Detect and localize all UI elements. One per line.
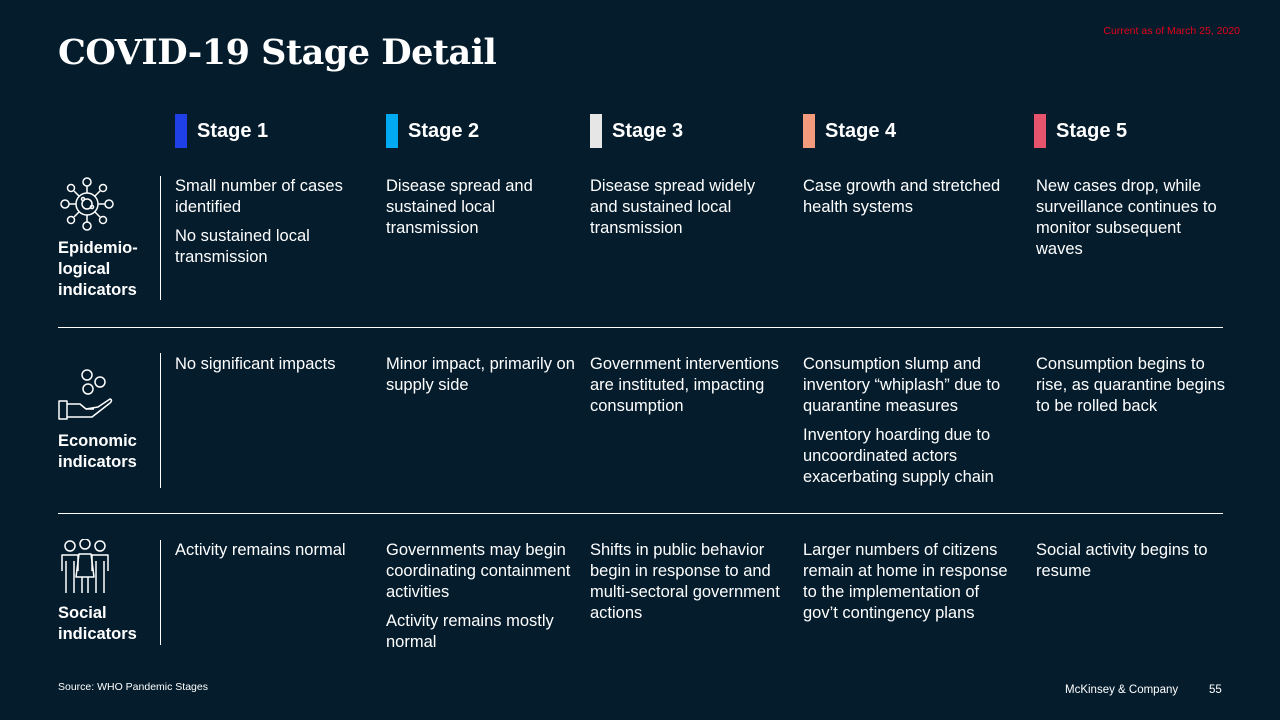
cell-social-stage1: Activity remains normal — [175, 541, 346, 559]
cell-social-stage5: Social activity begins to resume — [1036, 541, 1208, 580]
page-number: 55 — [1209, 684, 1222, 696]
row-divider-vertical — [160, 176, 161, 300]
footer-brand: McKinsey & Company — [1065, 684, 1179, 696]
stage-header-5 — [1034, 114, 1127, 148]
stage-header-3 — [590, 114, 683, 148]
cell-epi-stage2: Disease spread and sustained local transmission — [386, 177, 533, 237]
as-of-date: Current as of March 25, 2020 — [1103, 25, 1240, 37]
row-separator — [58, 513, 1223, 514]
hand-coins-icon — [58, 369, 116, 423]
cell-epi-stage5: New cases drop, while surveillance continues to monitor subsequent waves — [1036, 177, 1217, 258]
stage-color-bar — [175, 114, 187, 148]
source-note: Source: WHO Pandemic Stages — [58, 681, 208, 693]
stage-header-4 — [803, 114, 896, 148]
stage-label: Stage 2 — [408, 119, 480, 142]
stage-label: Stage 1 — [197, 119, 269, 142]
row-label-economic: Economic indicators — [58, 432, 137, 471]
stage-color-bar — [803, 114, 815, 148]
cell-econ-stage2: Minor impact, primarily on supply side — [386, 355, 575, 394]
cell-epi-stage3: Disease spread widely and sustained local transmission — [590, 177, 756, 237]
row-divider-vertical — [160, 353, 161, 488]
cell-epi-stage4: Case growth and stretched health systems — [803, 177, 1001, 216]
stage-label: Stage 3 — [612, 119, 684, 142]
row-label-epidemiological: Epidemio- logical indicators — [58, 239, 138, 299]
page-title: COVID-19 Stage Detail — [58, 32, 497, 73]
stage-header-1 — [175, 114, 268, 148]
stage-color-bar — [1034, 114, 1046, 148]
cell-econ-stage5: Consumption begins to rise, as quarantine begins to be rolled back — [1036, 355, 1225, 415]
virus-icon — [58, 176, 116, 232]
cell-econ-stage4: Consumption slump and inventory “whiplash” due to quarantine measures Inventory hoarding due to uncoordinated actors exacerbating supply chain — [803, 355, 1001, 486]
people-group-icon — [58, 539, 112, 595]
stage-header-2 — [386, 114, 479, 148]
row-separator — [58, 327, 1223, 328]
cell-social-stage2: Governments may begin coordinating containment activities Activity remains mostly normal — [386, 541, 571, 651]
cell-econ-stage1: No significant impacts — [175, 355, 336, 373]
stage-color-bar — [590, 114, 602, 148]
cell-econ-stage3: Government interventions are instituted, impacting consumption — [590, 355, 779, 415]
cell-social-stage4: Larger numbers of citizens remain at home in response to the implementation of gov’t contingency plans — [803, 541, 1008, 622]
stage-label: Stage 5 — [1056, 119, 1128, 142]
stage-color-bar — [386, 114, 398, 148]
row-label-social: Social indicators — [58, 604, 137, 643]
cell-social-stage3: Shifts in public behavior begin in response to and multi-sectoral government actions — [590, 541, 780, 622]
row-divider-vertical — [160, 540, 161, 645]
stage-label: Stage 4 — [825, 119, 897, 142]
cell-epi-stage1: Small number of cases identified No sustained local transmission — [175, 177, 343, 266]
